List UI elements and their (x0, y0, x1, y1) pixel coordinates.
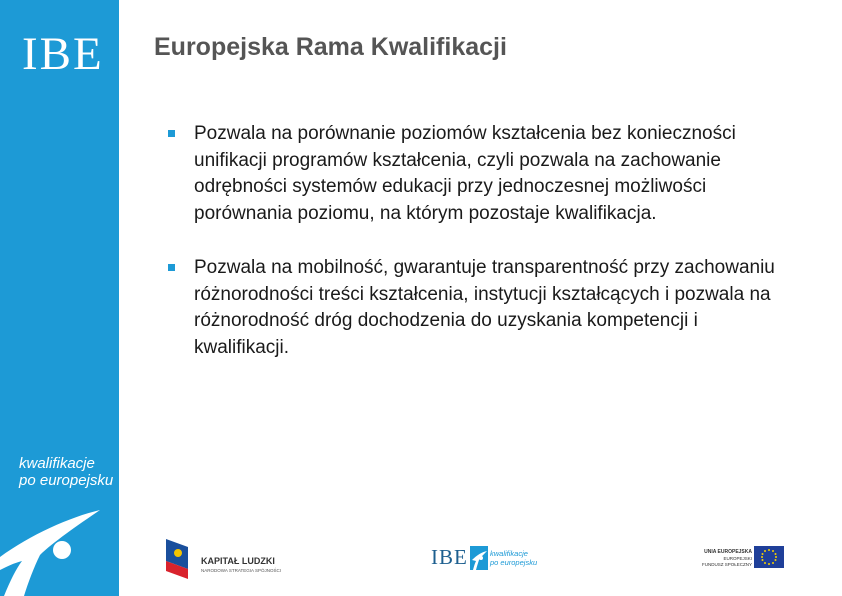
square-bullet-icon (168, 130, 175, 137)
eu-flag-icon (754, 546, 784, 568)
tagline-line-1: kwalifikacje (19, 455, 95, 472)
sidebar-tagline (19, 455, 117, 489)
footer-person-icon (470, 546, 488, 570)
footer-tagline-line-1: kwalifikacje (490, 549, 528, 558)
footer-logos (160, 535, 800, 585)
bullet-item (168, 255, 788, 361)
kapital-ludzki-title: KAPITAŁ LUDZKI (201, 556, 275, 566)
bullet-list (168, 121, 788, 389)
kapital-ludzki-subtitle: NARODOWA STRATEGIA SPÓJNOŚCI (201, 568, 282, 573)
footer-tagline-line-2: po europejsku (490, 558, 538, 567)
eu-line-2: EUROPEJSKI (723, 555, 752, 561)
bullet-text: Pozwala na porównanie poziomów kształcenia bez konieczności unifikacji programów kształcenia, czyli pozwala na zachowanie odrębności systemów edukacji przy jednoczesnej możliwości porównania poziomu, na którym pozostaje kwalifikacja. (194, 123, 736, 224)
footer-ibe-logo: IBE (431, 545, 468, 569)
bullet-text: Pozwala na mobilność, gwarantuje transparentność przy zachowaniu różnorodności treści kształcenia, instytucji kształcących i pozwala na różnorodność dróg dochodzenia do uzyskania kompetencji i kwalifikacji. (194, 257, 775, 358)
eu-line-3: FUNDUSZ SPOŁECZNY (701, 562, 752, 567)
sidebar (0, 0, 119, 596)
footer-tagline (490, 549, 537, 567)
eu-title: UNIA EUROPEJSKA (704, 549, 752, 555)
square-bullet-icon (168, 264, 175, 271)
person-figure-icon (0, 505, 100, 596)
kapital-ludzki-flag-icon (166, 539, 188, 579)
tagline-line-2: po europejsku (19, 472, 114, 489)
eu-text (686, 549, 752, 569)
bullet-item (168, 121, 788, 227)
ibe-logo: IBE (22, 28, 104, 80)
slide-title: Europejska Rama Kwalifikacji (154, 33, 507, 61)
